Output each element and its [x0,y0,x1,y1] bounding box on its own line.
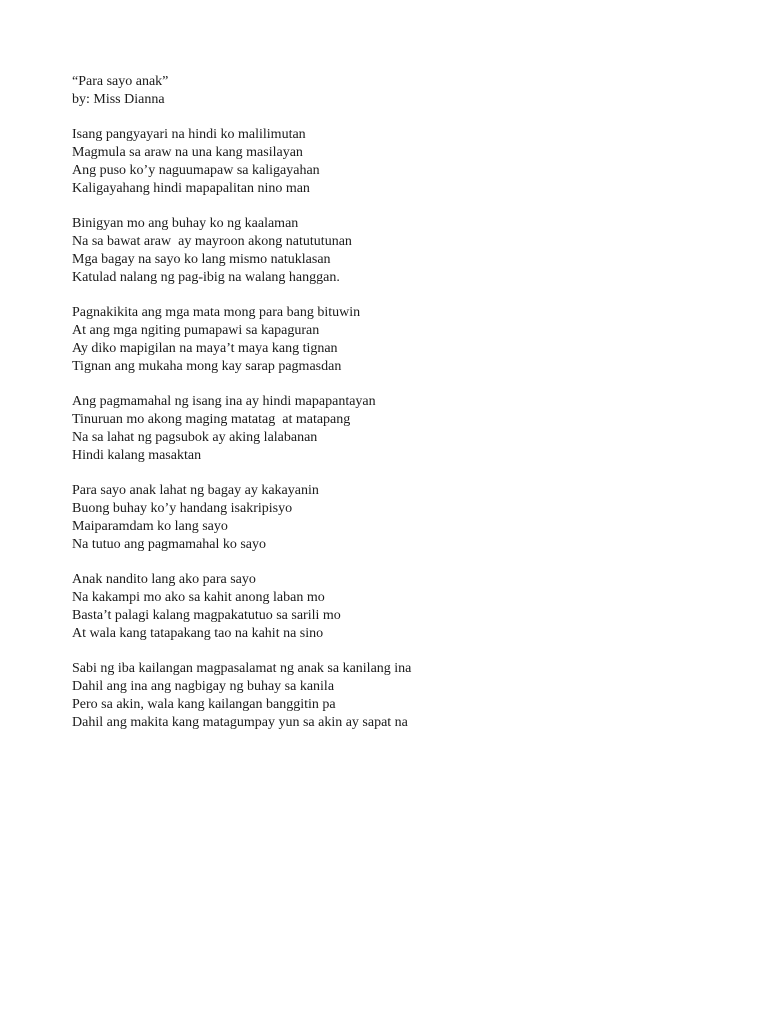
poem-line: Kaligayahang hindi mapapalitan nino man [72,180,310,196]
poem-line: Ang puso ko’y naguumapaw sa kaligayahan [72,162,320,178]
poem-line: Ay diko mapigilan na maya’t maya kang tignan [72,340,338,356]
poem-line: Binigyan mo ang buhay ko ng kaalaman [72,216,299,232]
poem-line: Pero sa akin, wala kang kailangan banggitin pa [72,696,336,712]
poem-line: Na kakampi mo ako sa kahit anong laban mo [72,590,325,606]
poem-line: Isang pangyayari na hindi ko malilimutan [72,127,306,143]
poem-line: Maiparamdam ko lang sayo [72,518,228,534]
stanza-1 [72,126,692,197]
poem-line: Na sa lahat ng pagsubok ay aking lalabanan [72,429,318,445]
poem [72,73,692,749]
poem-line: Katulad nalang ng pag-ibig na walang hanggan. [72,269,340,285]
poem-line: Magmula sa araw na una kang masilayan [72,145,303,161]
stanza-4 [72,393,692,464]
poem-line: At wala kang tatapakang tao na kahit na sino [72,625,324,641]
poem-line: Para sayo anak lahat ng bagay ay kakayanin [72,483,319,499]
stanza-7 [72,660,692,731]
poem-line: Basta’t palagi kalang magpakatutuo sa sarili mo [72,607,341,623]
poem-line: Mga bagay na sayo ko lang mismo natuklasan [72,251,331,267]
stanza-5 [72,482,692,553]
stanza-2 [72,215,692,286]
poem-line: Ang pagmamahal ng isang ina ay hindi mapapantayan [72,394,376,410]
poem-line: At ang mga ngiting pumapawi sa kapaguran [72,323,320,339]
poem-line: Sabi ng iba kailangan magpasalamat ng anak sa kanilang ina [72,661,412,677]
stanza-3 [72,304,692,375]
stanza-6 [72,571,692,642]
poem-line: Tignan ang mukaha mong kay sarap pagmasdan [72,358,342,374]
poem-line: Dahil ang makita kang matagumpay yun sa akin ay sapat na [72,714,408,730]
poem-line: Dahil ang ina ang nagbigay ng buhay sa kanila [72,679,335,695]
poem-line: Anak nandito lang ako para sayo [72,572,256,588]
poem-line: Buong buhay ko’y handang isakripisyo [72,501,293,517]
poem-title: “Para sayo anak” [72,74,169,89]
poem-author: by: Miss Dianna [72,91,165,107]
poem-line: Tinuruan mo akong maging matatag at matapang [72,412,351,428]
poem-header [72,73,692,109]
poem-line: Pagnakikita ang mga mata mong para bang bituwin [72,305,361,321]
poem-line: Na sa bawat araw ay mayroon akong natututunan [72,234,352,250]
poem-line: Na tutuo ang pagmamahal ko sayo [72,536,267,552]
poem-line: Hindi kalang masaktan [72,447,202,463]
